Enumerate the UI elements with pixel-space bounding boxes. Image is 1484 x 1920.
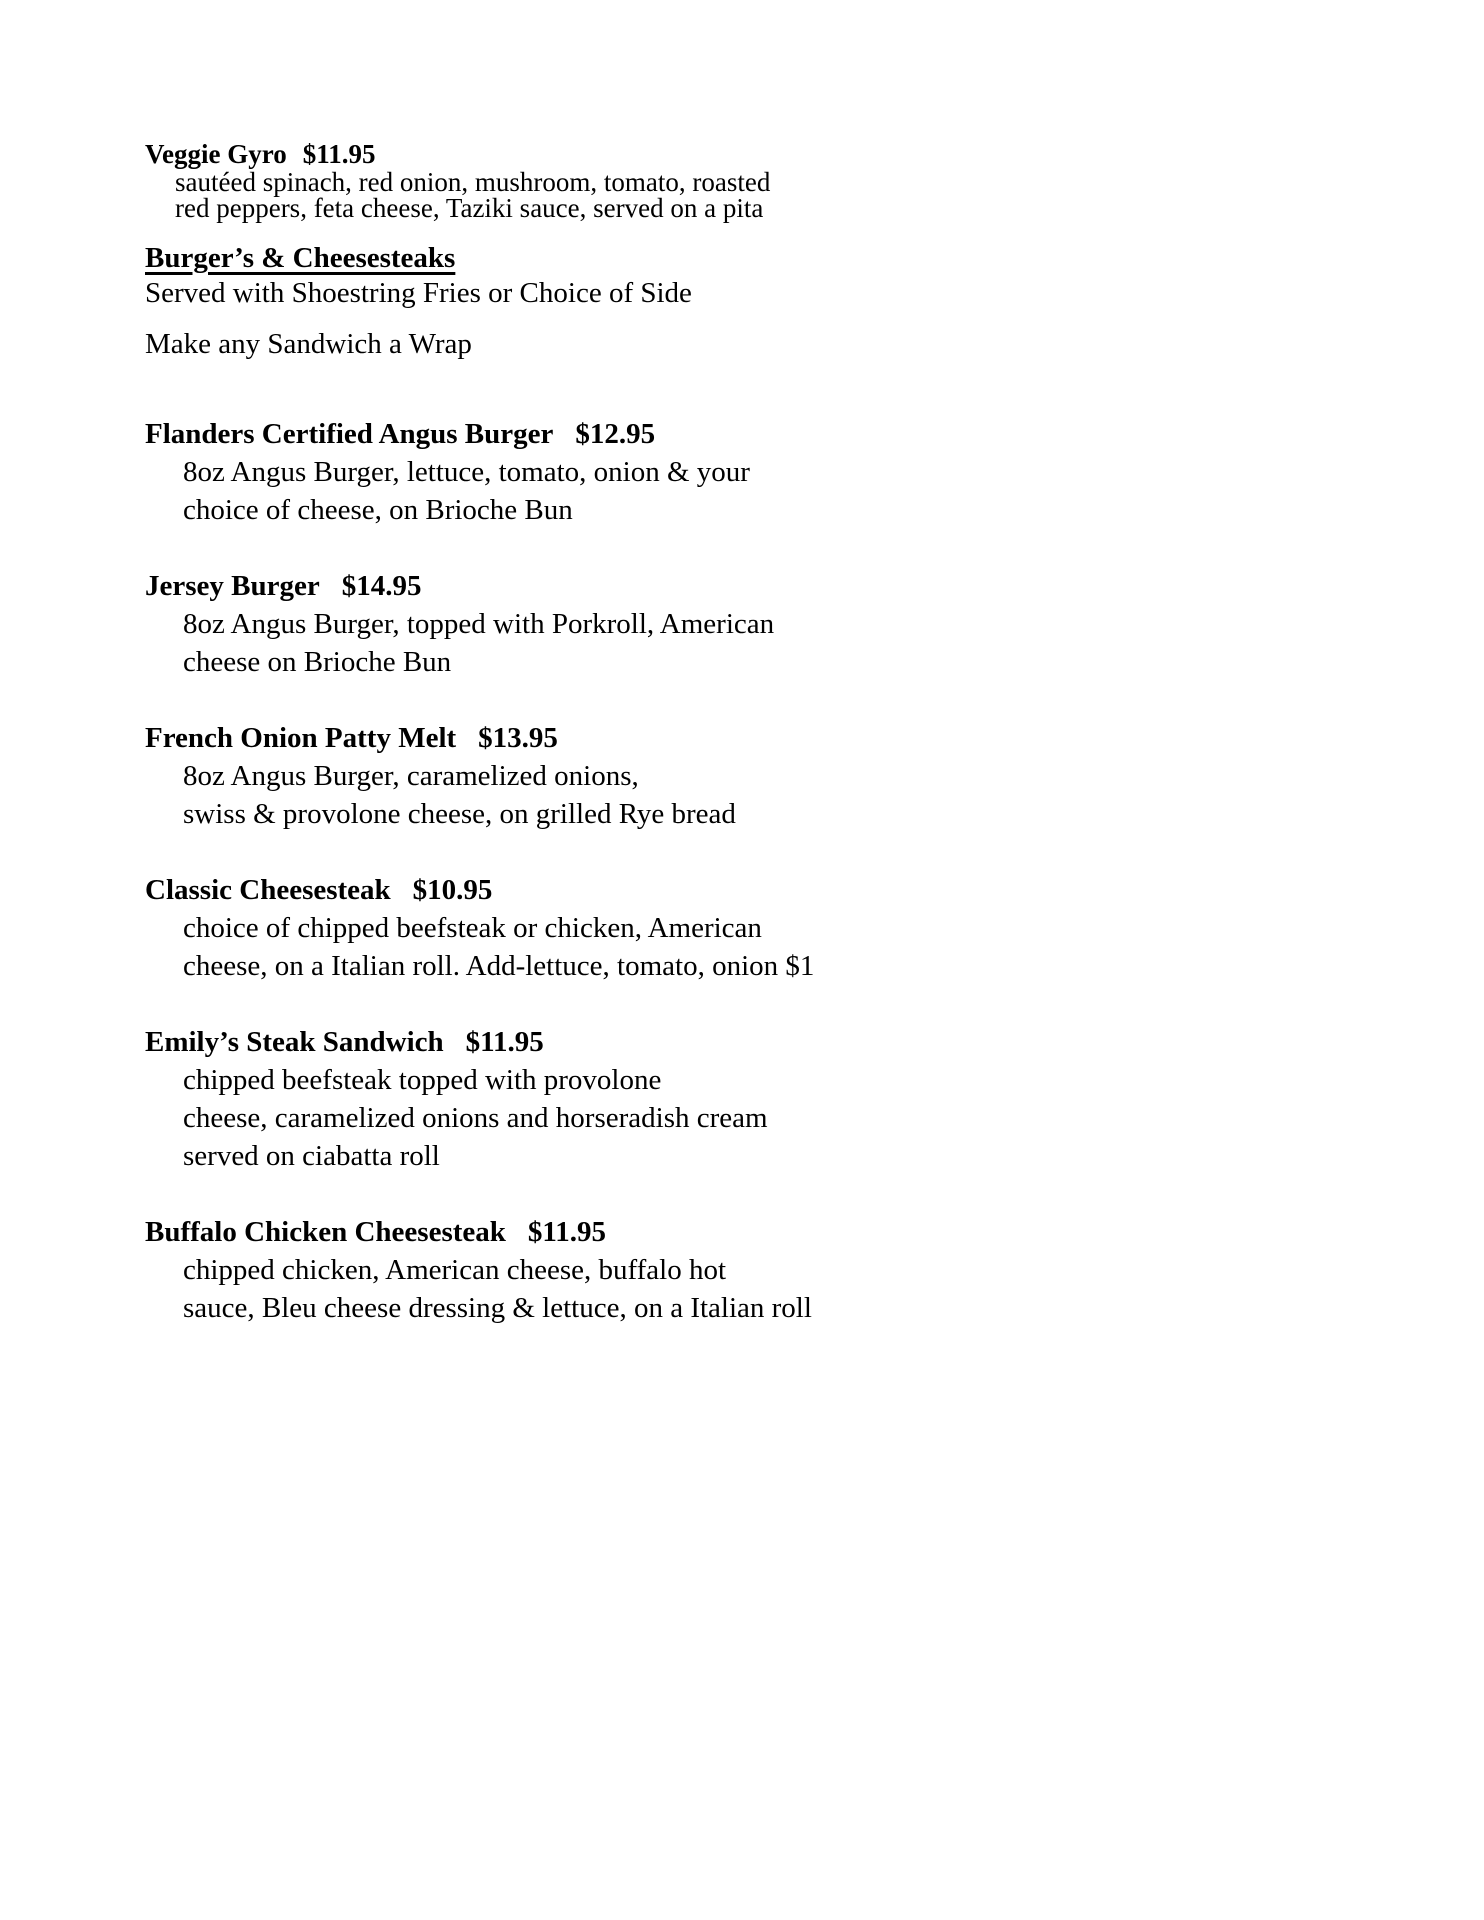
menu-item (145, 415, 1394, 529)
item-description-line: sautéed spinach, red onion, mushroom, tomato, roasted (175, 167, 771, 197)
section-title: Burger’s & Cheesesteaks (145, 242, 456, 274)
item-description-line: red peppers, feta cheese, Taziki sauce, served on a pita (175, 193, 764, 223)
item-description-line: sauce, Bleu cheese dressing & lettuce, on a Italian roll (183, 1292, 812, 1324)
item-title (145, 415, 1394, 453)
item-title (145, 1213, 1394, 1251)
item-title (145, 140, 1394, 169)
item-description-line: chipped chicken, American cheese, buffalo hot (183, 1254, 726, 1286)
item-description-line: cheese on Brioche Bun (183, 646, 452, 678)
item-price: $12.95 (575, 418, 656, 450)
item-title (145, 719, 1394, 757)
item-title (145, 567, 1394, 605)
item-name: Jersey Burger (145, 570, 320, 602)
item-price: $11.95 (465, 1026, 544, 1058)
item-description-line: choice of cheese, on Brioche Bun (183, 494, 573, 526)
item-price: $13.95 (478, 722, 558, 754)
menu-item-veggie-gyro (145, 140, 1394, 221)
menu-item (145, 871, 1394, 985)
menu-item (145, 1023, 1394, 1175)
item-price: $14.95 (341, 570, 422, 602)
item-title (145, 871, 1394, 909)
menu-item (145, 567, 1394, 681)
item-price: $11.95 (527, 1216, 607, 1248)
item-description-line: 8oz Angus Burger, caramelized onions, (183, 760, 639, 792)
item-name: Emily’s Steak Sandwich (145, 1026, 444, 1058)
menu-item (145, 719, 1394, 833)
item-name: Flanders Certified Angus Burger (145, 418, 554, 450)
section-subtitle: Served with Shoestring Fries or Choice of Side (145, 277, 692, 309)
item-name: Classic Cheesesteak (145, 874, 391, 906)
item-description-line: chipped beefsteak topped with provolone (183, 1064, 662, 1096)
item-description-line: cheese, on a Italian roll. Add-lettuce, tomato, onion $1 (183, 950, 815, 982)
section-note: Make any Sandwich a Wrap (145, 328, 472, 360)
item-title (145, 1023, 1394, 1061)
item-name: Buffalo Chicken Cheesesteak (145, 1216, 506, 1248)
item-name: French Onion Patty Melt (145, 722, 457, 754)
item-description-line: 8oz Angus Burger, lettuce, tomato, onion & your (183, 456, 750, 488)
menu-item-list (145, 415, 1394, 1327)
item-price: $10.95 (412, 874, 493, 906)
menu-item (145, 1213, 1394, 1327)
item-price: $11.95 (302, 139, 376, 169)
item-name: Veggie Gyro (145, 139, 287, 169)
item-description-line: swiss & provolone cheese, on grilled Rye bread (183, 798, 736, 830)
item-description-line: cheese, caramelized onions and horseradish cream (183, 1102, 768, 1134)
item-description-line: choice of chipped beefsteak or chicken, American (183, 912, 762, 944)
item-description-line: served on ciabatta roll (183, 1140, 440, 1172)
item-description-line: 8oz Angus Burger, topped with Porkroll, American (183, 608, 775, 640)
